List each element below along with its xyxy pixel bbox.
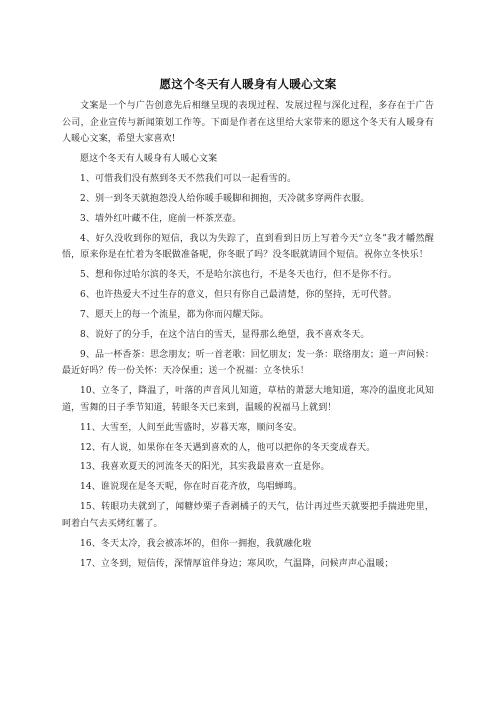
list-item: 7、愿天上的每一个流星，都为你而闪耀天际。 [80,309,269,320]
list-item: 14、谁说现在是冬天呢，你在时百花齐放，鸟唱蝉鸣。 [80,482,303,493]
list-item: 6、也许热爱大不过生存的意义，但只有你自己最清楚，你的坚持，无可代替。 [80,290,397,301]
list-item: 9、品一杯香茶：思念朋友；听一首老歌：回忆朋友；发一条：联络朋友；道一声问候：最近好吗？传一份关怀：天冷保重；送一个祝福：立冬快乐！ [62,349,434,377]
list-item: 16、冬天太冷，我会被冻坏的，但你一拥抱，我就融化啦 [80,538,312,549]
list-item: 12、有人说，如果你在冬天遇到喜欢的人，他可以把你的冬天变成春天。 [80,442,376,453]
list-item: 13、我喜欢夏天的河流冬天的阳光，其实我最喜欢一直是你。 [80,462,330,473]
list-item: 17、立冬到，短信传，深情厚谊伴身边；寒风吹，气温降，问候声声心温暖； [80,558,394,569]
list-item: 3、墙外红叶藏不住，庭前一杯茶烹壶。 [80,213,242,224]
list-item: 8、说好了的分手，在这个洁白的雪天，显得那么绝望，我不喜欢冬天。 [80,329,370,340]
list-item: 2、别一到冬天就抱怨没人给你暖手暖脚和拥抱，天冷就多穿两件衣服。 [80,193,370,204]
document-body [62,98,434,572]
list-item: 10、立冬了，降温了，叶落的声音风儿知道，草枯的萧瑟大地知道，寒冷的温度北风知道，雪舞的日子季节知道，转眼冬天已来到，温暖的祝福马上就到！ [62,386,434,413]
list-item: 15、转眼功夫就到了，闻糖炒栗子香剥橘子的天气，估计再过些天就要把手揣进兜里，呵着白气去买烤红薯了。 [62,502,434,529]
list-item: 1、可惜我们没有熬到冬天不然我们可以一起看雪的。 [80,173,297,184]
list-item: 4、好久没收到你的短信，我以为失踪了，直到看到日历上写着今天“立冬”我才幡然醒悟，原来你是在忙着为冬眠做准备呢，你冬眠了吗？没冬眠就请回个短信。祝你立冬快乐！ [62,233,434,261]
section-heading: 愿这个冬天有人暖身有人暖心文案 [80,154,218,165]
document-title: 愿这个冬天有人暖身有人暖心文案 [159,77,337,91]
list-item: 5、想和你过哈尔滨的冬天，不是哈尔滨也行，不是冬天也行，但不是你不行。 [80,270,397,281]
intro-paragraph: 文案是一个与广告创意先后相继呈现的表现过程、发展过程与深化过程，多存在于广告公司，企业宣传与新闻策划工作等。下面是作者在这里给大家带来的愿这个冬天有人暖身有人暖心文案，希望大家喜欢! [62,101,434,145]
list-item: 11、大雪至，人间至此雪盛时，岁暮天寒，顺问冬安。 [80,422,303,433]
